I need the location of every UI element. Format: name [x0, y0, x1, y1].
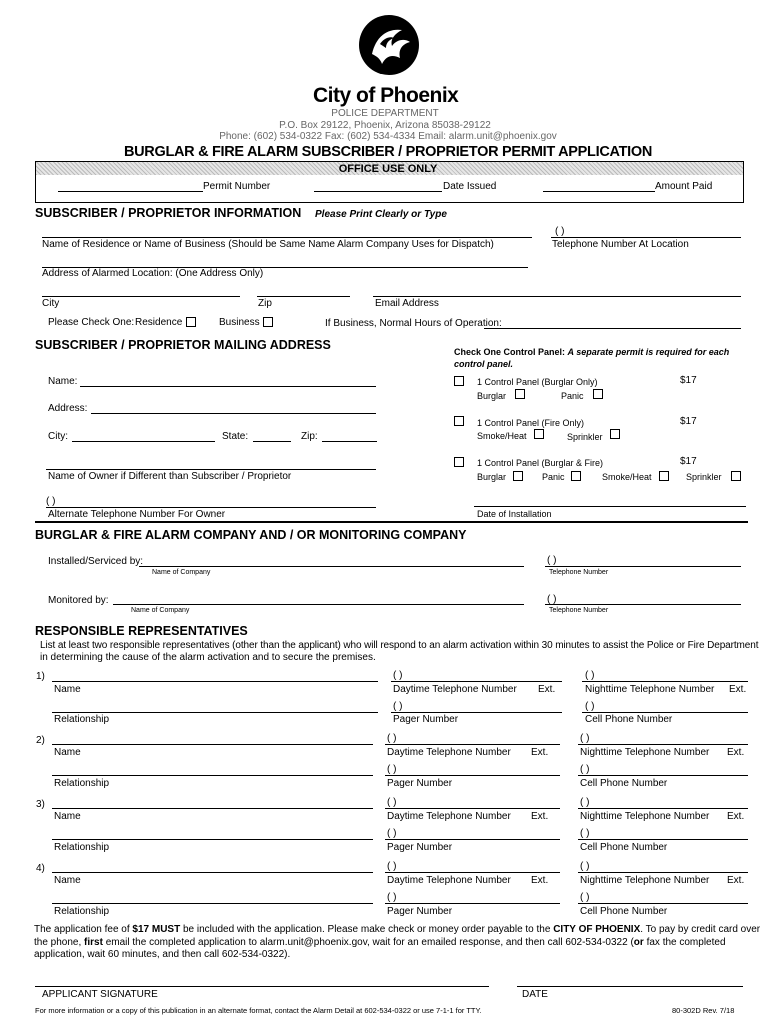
- rep4-night-ext: Ext.: [727, 875, 745, 886]
- rep2-cell-line[interactable]: [578, 775, 748, 776]
- panel-opt3-burglar-checkbox[interactable]: [513, 471, 523, 481]
- rep3-day-paren: ( ): [387, 797, 397, 808]
- rep3-pager-line[interactable]: [385, 839, 560, 840]
- panel-opt3-burglar-label: Burglar: [477, 472, 507, 482]
- city-title: City of Phoenix: [313, 84, 459, 107]
- rep4-relationship-label: Relationship: [54, 906, 110, 917]
- panel-opt3-panic-label: Panic: [542, 472, 565, 482]
- fee-line2-or: or: [633, 936, 644, 948]
- fee-line2-e: fax the completed: [643, 936, 726, 948]
- alt-phone-line[interactable]: [46, 507, 376, 508]
- rep4-name-label: Name: [54, 875, 81, 886]
- rep2-name-label: Name: [54, 747, 81, 758]
- date-issued-label: Date Issued: [443, 181, 497, 192]
- fee-line-3: application, wait 60 minutes, and then call 602-534-0322).: [34, 949, 291, 960]
- panel-opt1-label: 1 Control Panel (Burglar Only): [477, 377, 598, 387]
- rep4-night-paren: ( ): [580, 861, 590, 872]
- rep4-number: 4): [36, 863, 45, 874]
- city-label: City: [42, 298, 60, 309]
- department: POLICE DEPARTMENT: [331, 108, 439, 119]
- panel-opt3-price: $17: [680, 456, 697, 467]
- date-line[interactable]: [517, 986, 743, 987]
- installed-phone-paren: ( ): [547, 555, 557, 566]
- rep4-day-line[interactable]: [385, 872, 560, 873]
- rep2-pager-paren: ( ): [387, 764, 397, 775]
- mail-state-label: State:: [222, 431, 249, 442]
- panel-heading-italic: A separate permit is required for each: [567, 347, 730, 357]
- rep1-cell-paren: ( ): [585, 701, 595, 712]
- rep3-pager-paren: ( ): [387, 828, 397, 839]
- zip-line[interactable]: [257, 296, 350, 297]
- panel-opt1-panic-label: Panic: [561, 391, 584, 401]
- rep1-cell-label: Cell Phone Number: [585, 714, 673, 725]
- signature-label: APPLICANT SIGNATURE: [42, 989, 158, 1000]
- rep3-pager-label: Pager Number: [387, 842, 453, 853]
- monitored-by-label: Monitored by:: [48, 595, 109, 606]
- mail-address-label: Address:: [48, 403, 88, 414]
- rep4-relationship-line[interactable]: [52, 903, 373, 904]
- rep4-pager-label: Pager Number: [387, 906, 453, 917]
- panel-opt2-label: 1 Control Panel (Fire Only): [477, 418, 585, 428]
- rep2-relationship-label: Relationship: [54, 778, 110, 789]
- panel-heading-bold: Check One Control Panel:: [454, 347, 566, 357]
- rep1-day-line[interactable]: [391, 681, 562, 682]
- city-line[interactable]: [42, 296, 240, 297]
- install-date-line[interactable]: [474, 506, 746, 507]
- business-hours-label: If Business, Normal Hours of Operation:: [325, 318, 502, 329]
- panel-opt1-burglar-checkbox[interactable]: [515, 389, 525, 399]
- alt-phone-label: Alternate Telephone Number For Owner: [48, 509, 226, 520]
- rep3-cell-line[interactable]: [578, 839, 748, 840]
- business-hours-line[interactable]: [484, 328, 741, 329]
- panel-opt2-sprinkler-label: Sprinkler: [567, 432, 603, 442]
- rep1-pager-paren: ( ): [393, 701, 403, 712]
- form-title: BURGLAR & FIRE ALARM SUBSCRIBER / PROPRIETOR PERMIT APPLICATION: [123, 144, 653, 160]
- rep3-day-ext: Ext.: [531, 811, 549, 822]
- mailing-heading: SUBSCRIBER / PROPRIETOR MAILING ADDRESS: [35, 338, 331, 352]
- panel-opt2-sprinkler-checkbox[interactable]: [610, 429, 620, 439]
- rep4-night-line[interactable]: [578, 872, 748, 873]
- panel-opt1-burglar-label: Burglar: [477, 391, 507, 401]
- rep2-night-ext: Ext.: [727, 747, 745, 758]
- rep3-number: 3): [36, 799, 45, 810]
- monitored-company-caption: Name of Company: [131, 607, 190, 614]
- rep1-night-ext: Ext.: [729, 684, 747, 695]
- mail-city-label: City:: [48, 431, 68, 442]
- mail-zip-label: Zip:: [301, 431, 318, 442]
- location-phone-line[interactable]: [551, 237, 741, 238]
- reps-instructions-1: List at least two responsible representatives (other than the applicant) who will respond to an alarm activation within 30 minutes to assist the Police or Fire Department: [40, 640, 759, 651]
- fee-line2-a: the phone,: [34, 936, 85, 948]
- location-phone-paren: ( ): [555, 226, 565, 237]
- panel-opt3-label: 1 Control Panel (Burglar & Fire): [477, 458, 604, 468]
- rep3-night-label: Nighttime Telephone Number: [580, 811, 710, 822]
- mail-name-line[interactable]: [80, 386, 376, 387]
- alt-phone-paren: ( ): [46, 496, 56, 507]
- installed-phone-caption: Telephone Number: [549, 569, 609, 576]
- business-name-label: Name of Residence or Name of Business (Should be Same Name Alarm Company Uses for Dispatch): [42, 239, 494, 250]
- rep1-day-paren: ( ): [393, 670, 403, 681]
- panel-opt3-sprinkler-checkbox[interactable]: [731, 471, 741, 481]
- rep3-night-ext: Ext.: [727, 811, 745, 822]
- panel-opt2-smoke-label: Smoke/Heat: [477, 431, 527, 441]
- panel-opt2-smoke-checkbox[interactable]: [534, 429, 544, 439]
- permit-number-label: Permit Number: [203, 181, 271, 192]
- permit-number-line[interactable]: [58, 191, 203, 192]
- company-heading: BURGLAR & FIRE ALARM COMPANY AND / OR MONITORING COMPANY: [35, 528, 467, 542]
- panel-opt1-checkbox[interactable]: [454, 376, 464, 386]
- panel-opt3-checkbox[interactable]: [454, 457, 464, 467]
- check-one-label: Please Check One:: [48, 317, 135, 328]
- rep1-day-label: Daytime Telephone Number: [393, 684, 517, 695]
- installed-by-label: Installed/Serviced by:: [48, 556, 144, 567]
- panel-opt3-panic-checkbox[interactable]: [571, 471, 581, 481]
- mail-zip-line[interactable]: [322, 441, 377, 442]
- subscriber-heading: SUBSCRIBER / PROPRIETOR INFORMATION: [35, 206, 302, 220]
- mail-city-line[interactable]: [72, 441, 215, 442]
- panel-opt2-price: $17: [680, 416, 697, 427]
- rep3-cell-label: Cell Phone Number: [580, 842, 668, 853]
- print-clearly-note: Please Print Clearly or Type: [315, 209, 447, 220]
- rep2-day-ext: Ext.: [531, 747, 549, 758]
- rep2-day-line[interactable]: [385, 744, 560, 745]
- rep4-name-line[interactable]: [52, 872, 373, 873]
- rep2-night-label: Nighttime Telephone Number: [580, 747, 710, 758]
- fee-line2-first: first: [84, 936, 103, 948]
- rep2-night-paren: ( ): [580, 733, 590, 744]
- rep2-number: 2): [36, 735, 45, 746]
- date-issued-line[interactable]: [314, 191, 442, 192]
- rep2-day-label: Daytime Telephone Number: [387, 747, 511, 758]
- reps-heading: RESPONSIBLE REPRESENTATIVES: [35, 624, 248, 638]
- rep4-pager-line[interactable]: [385, 903, 560, 904]
- rep4-cell-label: Cell Phone Number: [580, 906, 668, 917]
- fee-text-a: The application fee of: [34, 924, 133, 935]
- panel-opt2-checkbox[interactable]: [454, 416, 464, 426]
- rep1-number: 1): [36, 671, 45, 682]
- fee-line2-c: email the completed application to alarm.unit@phoenix.gov, wait for an emailed response, and then call 602-534-0322 (: [102, 936, 634, 948]
- rep3-name-label: Name: [54, 811, 81, 822]
- rep2-pager-line[interactable]: [385, 775, 560, 776]
- rep1-name-line[interactable]: [52, 681, 378, 682]
- rep2-day-paren: ( ): [387, 733, 397, 744]
- fee-text-c: be included with the application. Please make check or money order payable to the: [180, 924, 554, 935]
- fee-paragraph: [34, 924, 761, 962]
- rep3-relationship-label: Relationship: [54, 842, 110, 853]
- business-name-line[interactable]: [42, 237, 532, 238]
- monitored-phone-line[interactable]: [545, 604, 741, 605]
- department-contact: Phone: (602) 534-0322 Fax: (602) 534-4334 Email: alarm.unit@phoenix.gov: [219, 131, 557, 142]
- rep4-night-label: Nighttime Telephone Number: [580, 875, 710, 886]
- fee-line-2: [34, 937, 754, 950]
- panel-heading-italic2: control panel.: [454, 359, 514, 369]
- form-revision: 80-302D Rev. 7/18: [672, 1006, 735, 1015]
- monitored-phone-paren: ( ): [547, 594, 557, 605]
- rep4-cell-paren: ( ): [580, 892, 590, 903]
- rep3-night-paren: ( ): [580, 797, 590, 808]
- panel-opt3-smoke-label: Smoke/Heat: [602, 472, 652, 482]
- signature-line[interactable]: [35, 986, 489, 987]
- more-info-text: For more information or a copy of this publication in an alternate format, contact the Alarm Detail at 602-534-0322 or use 7-1-1 for TTY.: [35, 1006, 482, 1015]
- rep1-relationship-line[interactable]: [52, 712, 378, 713]
- email-label: Email Address: [375, 298, 439, 309]
- rep2-night-line[interactable]: [578, 744, 748, 745]
- zip-label: Zip: [258, 298, 272, 309]
- panel-opt3-sprinkler-label: Sprinkler: [686, 472, 722, 482]
- owner-label: Name of Owner if Different than Subscriber / Proprietor: [48, 471, 292, 482]
- phoenix-logo: [358, 14, 420, 76]
- panel-opt3-smoke-checkbox[interactable]: [659, 471, 669, 481]
- rep1-night-label: Nighttime Telephone Number: [585, 684, 715, 695]
- business-checkbox[interactable]: [263, 317, 273, 327]
- rep2-relationship-line[interactable]: [52, 775, 373, 776]
- reps-instructions-2: in determining the cause of the alarm activation and to secure the premises.: [40, 652, 376, 663]
- rep4-cell-line[interactable]: [578, 903, 748, 904]
- rep2-pager-label: Pager Number: [387, 778, 453, 789]
- rep2-name-line[interactable]: [52, 744, 373, 745]
- rep3-name-line[interactable]: [52, 808, 373, 809]
- rep1-night-line[interactable]: [582, 681, 748, 682]
- panel-opt1-price: $17: [680, 375, 697, 386]
- amount-paid-line[interactable]: [543, 191, 655, 192]
- mail-state-line[interactable]: [253, 441, 291, 442]
- rep4-day-paren: ( ): [387, 861, 397, 872]
- mail-name-label: Name:: [48, 376, 78, 387]
- rep4-pager-paren: ( ): [387, 892, 397, 903]
- installed-company-caption: Name of Company: [152, 569, 211, 576]
- panel-opt1-panic-checkbox[interactable]: [593, 389, 603, 399]
- rep4-day-label: Daytime Telephone Number: [387, 875, 511, 886]
- residence-label: Residence: [135, 317, 183, 328]
- fee-payee: CITY OF PHOENIX: [553, 924, 641, 935]
- rep1-pager-label: Pager Number: [393, 714, 459, 725]
- install-date-label: Date of Installation: [477, 509, 552, 519]
- date-label: DATE: [522, 989, 548, 1000]
- amount-paid-label: Amount Paid: [655, 181, 713, 192]
- rep3-cell-paren: ( ): [580, 828, 590, 839]
- residence-checkbox[interactable]: [186, 317, 196, 327]
- monitored-by-line[interactable]: [113, 604, 524, 605]
- rep2-cell-label: Cell Phone Number: [580, 778, 668, 789]
- panel-heading: [454, 346, 744, 370]
- rep1-pager-line[interactable]: [391, 712, 562, 713]
- rep2-cell-paren: ( ): [580, 764, 590, 775]
- section-divider: [35, 521, 748, 523]
- rep3-day-line[interactable]: [385, 808, 560, 809]
- office-use-heading: OFFICE USE ONLY: [338, 163, 438, 175]
- rep1-cell-line[interactable]: [582, 712, 748, 713]
- rep3-relationship-line[interactable]: [52, 839, 373, 840]
- fee-text-e: . To pay by credit card over: [640, 924, 761, 935]
- owner-line[interactable]: [46, 469, 376, 470]
- rep1-relationship-label: Relationship: [54, 714, 110, 725]
- mail-address-line[interactable]: [91, 413, 376, 414]
- rep4-day-ext: Ext.: [531, 875, 549, 886]
- rep1-day-ext: Ext.: [538, 684, 556, 695]
- installed-by-line[interactable]: [139, 566, 524, 567]
- email-line[interactable]: [373, 296, 741, 297]
- rep1-name-label: Name: [54, 684, 81, 695]
- rep3-night-line[interactable]: [578, 808, 748, 809]
- business-label: Business: [219, 317, 260, 328]
- fee-line-1: [34, 924, 761, 937]
- monitored-phone-caption: Telephone Number: [549, 607, 609, 614]
- alarm-address-label: Address of Alarmed Location: (One Address Only): [42, 268, 264, 279]
- location-phone-label: Telephone Number At Location: [552, 239, 689, 250]
- department-address: P.O. Box 29122, Phoenix, Arizona 85038-29122: [279, 120, 491, 131]
- rep3-day-label: Daytime Telephone Number: [387, 811, 511, 822]
- rep1-night-paren: ( ): [585, 670, 595, 681]
- fee-amount: $17 MUST: [132, 924, 181, 935]
- installed-phone-line[interactable]: [545, 566, 741, 567]
